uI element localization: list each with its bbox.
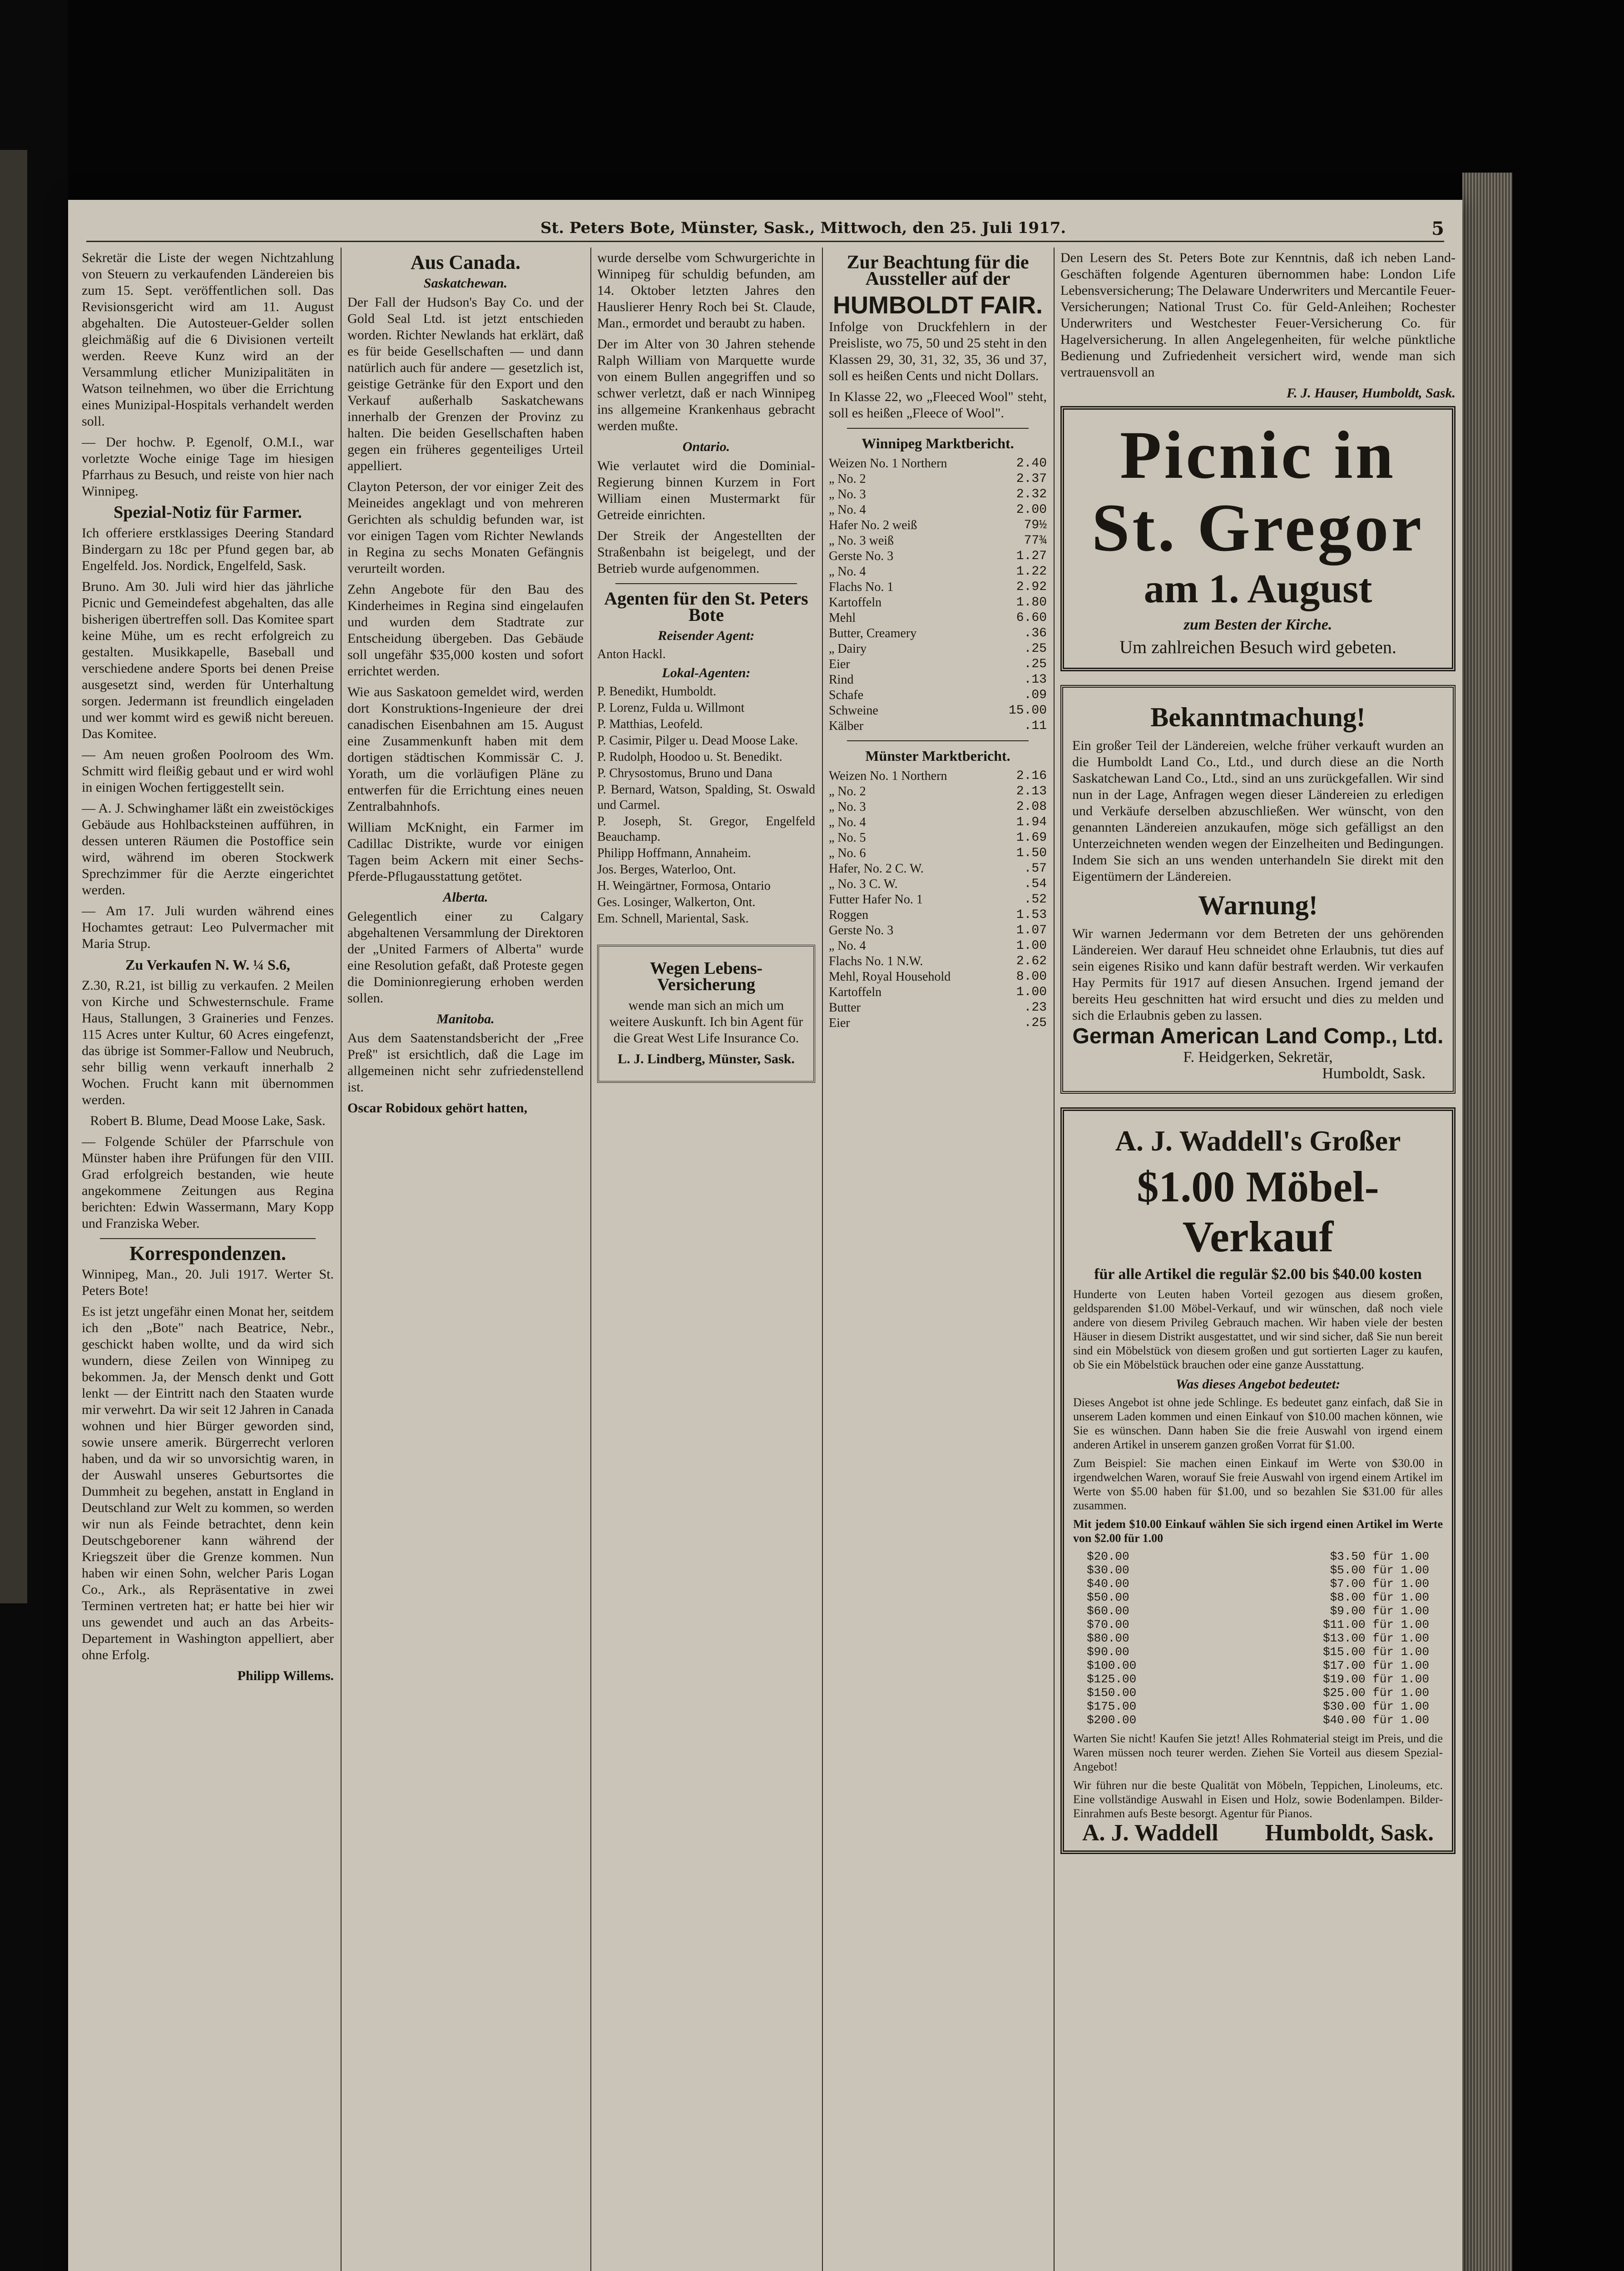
market-table-winnipeg — [829, 456, 1047, 734]
market-price: 2.32 — [1016, 487, 1047, 501]
market-price: 2.13 — [1016, 784, 1047, 798]
bonus-offer: $30.00 für 1.00 — [1322, 1700, 1429, 1713]
insurance-signature: L. J. Lindberg, Münster, Sask. — [618, 1051, 795, 1066]
market-item: „ No. 4 — [829, 503, 866, 517]
market-item: Hafer No. 2 weiß — [829, 518, 917, 532]
market-row — [829, 769, 1047, 784]
market-price: 1.80 — [1016, 595, 1047, 610]
article-text: Z.30, R.21, ist billig zu verkaufen. 2 Meilen von Kirche und Schwesternschule. Frame Haus, Stallungen, 3 Graineries und Fenzes. 115 Acres unter Kultur, 60 Acres eingefenzt, das übrige ist Sommer-Fallow und Neubruch, sehr billig wenn verkauft innerhalb 2 Wochen. Frucht kann mit übernommen werden. — [82, 978, 334, 1107]
insurance-body: wende man sich an mich um weitere Auskunft. Ich bin Agent für die Great West Life Insurance Co. — [609, 998, 803, 1046]
market-price: 1.53 — [1016, 908, 1047, 922]
fair-heading: Zur Beachtung für die Aussteller auf der — [847, 252, 1029, 289]
purchase-amount: $40.00 — [1087, 1577, 1129, 1591]
market-row — [829, 518, 1047, 533]
market-item: Butter — [829, 1001, 861, 1015]
purchase-amount: $60.00 — [1087, 1604, 1129, 1618]
sale-text: Dieses Angebot ist ohne jede Schlinge. Es bedeutet ganz einfach, daß Sie in unserem Laden kommen und einen Einkauf von $10.00 machen können, wie Sie es wünschen. Dann haben Sie die freie Auswahl von irgend einem anderen Artikel in unserem ganzen großen Vorrat für $1.00. — [1073, 1396, 1443, 1451]
insurance-ad — [597, 945, 815, 1083]
market-row — [829, 641, 1047, 657]
article-text: Ich offeriere erstklassiges Deering Standard Bindergarn zu 18c per Pfund gegen bar, ab Engelfeld. Jos. Nordick, Engelfeld, Sask. — [82, 526, 334, 573]
market-price: 2.00 — [1016, 503, 1047, 517]
picnic-purpose: zum Besten der Kirche. — [1183, 616, 1332, 633]
bonus-offer: $15.00 für 1.00 — [1322, 1645, 1429, 1659]
bonus-offer: $40.00 für 1.00 — [1322, 1713, 1429, 1727]
bonus-offer: $9.00 für 1.00 — [1330, 1604, 1429, 1618]
market-item: Schweine — [829, 704, 878, 718]
market-row — [829, 580, 1047, 595]
agent-entry: H. Weingärtner, Formosa, Ontario — [597, 879, 771, 893]
land-notice-ad — [1060, 685, 1456, 1094]
company-name: German American Land Comp., Ltd. — [1072, 1024, 1444, 1048]
agent-entry: P. Joseph, St. Gregor, Engelfeld Beauchamp. — [597, 814, 815, 844]
market-row — [829, 719, 1047, 734]
agent-entry: P. Benedikt, Humboldt. — [597, 684, 717, 699]
market-item: Weizen No. 1 Northern — [829, 769, 947, 783]
subheading: Ontario. — [682, 439, 730, 454]
article-text: — Am 17. Juli wurden während eines Hochamtes getraut: Leo Pulvermacher mit Maria Strup. — [82, 903, 334, 951]
market-row — [829, 1016, 1047, 1031]
market-row — [829, 657, 1047, 672]
masthead-line: St. Peters Bote, Münster, Sask., Mittwoch, den 25. Juli 1917. — [540, 219, 1066, 237]
market-row — [829, 564, 1047, 580]
market-item: Flachs No. 1 N.W. — [829, 954, 923, 968]
bonus-offer: $8.00 für 1.00 — [1330, 1591, 1429, 1604]
sale-text: Warten Sie nicht! Kaufen Sie jetzt! Alles Rohmaterial steigt im Preis, und die Waren müssen noch teurer werden. Ziehen Sie Vorteil aus diesem Spezial-Angebot! — [1073, 1732, 1443, 1773]
market-item: Butter, Creamery — [829, 626, 917, 640]
article-text: Es ist jetzt ungefähr einen Monat her, seitdem ich den „Bote" nach Beatrice, Nebr., geschickt haben wollte, und da wird sich wundern, diese Zeilen von Winnipeg zu bekommen. Ja, der Mensch denkt und Gott lenkt — der Eintritt nach den Staaten wurde mir verwehrt. Da wir seit 12 Jahren in Canada wohnen und hier Bürger geworden sind, sowie unsere amerik. Bürgerrecht verloren haben, und da wir so unvorsichtig waren, in der Auswahl unseres Geburtsortes die Dummheit zu begehen, anstatt in England in Deutschland zur Welt zu kommen, so werden wir nun als Feinde betrachtet, denn kein Deutschgeborener kann während der Kriegszeit über die Grenze kommen. Nun haben wir einen Sohn, welcher Paris Logan Co., Ark., als Repräsentative in zwei Terminen vertreten hat; er hatte bei hier wir uns gewendet und auch an das Arbeits-Departement in Washington appelliert, aber ohne Erfolg. — [82, 1304, 334, 1662]
article-text: Infolge von Druckfehlern in der Preisliste, wo 75, 50 und 25 steht in den Klassen 29, 30, 31, 32, 35, 36 und 37, soll es heißen Cents und nicht Dollars. — [829, 319, 1047, 383]
column-rule — [1054, 248, 1055, 2271]
market-row — [829, 610, 1047, 626]
market-item: Futter Hafer No. 1 — [829, 893, 923, 907]
market-item: Kartoffeln — [829, 985, 882, 999]
agents-label: Lokal-Agenten: — [662, 665, 751, 680]
picnic-invite: Um zahlreichen Besuch wird gebeten. — [1119, 637, 1396, 657]
price-table — [1073, 1550, 1443, 1727]
market-item: „ No. 5 — [829, 831, 866, 845]
price-row — [1073, 1659, 1443, 1672]
price-row — [1073, 1645, 1443, 1659]
price-row — [1073, 1591, 1443, 1604]
article-text: Winnipeg, Man., 20. Juli 1917. Werter St. Peters Bote! — [82, 1267, 334, 1298]
market-item: „ No. 6 — [829, 846, 866, 860]
market-price: 1.50 — [1016, 846, 1047, 860]
divider — [100, 1238, 316, 1239]
market-row — [829, 471, 1047, 487]
market-price: .52 — [1024, 893, 1047, 907]
market-row — [829, 672, 1047, 688]
article-text: Zehn Angebote für den Bau des Kinderheimes in Regina sind eingelaufen und wurden dem Stadtrate zur Entscheidung übergeben. Das Gebäude soll ungefähr $35,000 kosten und sofort errichtet werden. — [347, 582, 584, 679]
bonus-offer: $13.00 für 1.00 — [1322, 1631, 1429, 1645]
market-row — [829, 799, 1047, 815]
market-price: 1.94 — [1016, 815, 1047, 829]
notice-text: Ein großer Teil der Ländereien, welche früher verkauft wurden an die Humboldt Land Co., Ltd., und durch diese an die North Saskatchewan Land Co., Ltd., sind an uns zurückgefallen. Wir sind nun in der Lage, Anfragen wegen dieser Ländereien zu erledigen und Verkäufe derselben abzuschließen. Wer wünscht, von den genannten Ländereien anzukaufen, möge sich gefälligst an den Unterzeichneten wenden wegen der Einzelheiten und Bedingungen. Indem Sie sich an uns wenden unterhandeln Sie direkt mit den Eigentümern der Ländereien. — [1072, 738, 1444, 884]
agent-entry: P. Rudolph, Hoodoo u. St. Benedikt. — [597, 750, 782, 764]
market-item: Mehl — [829, 611, 856, 625]
sale-heading: A. J. Waddell's Großer — [1115, 1125, 1401, 1157]
previous-page-edge — [0, 150, 27, 1603]
agents-heading: Agenten für den St. Peters Bote — [604, 588, 808, 625]
divider — [615, 583, 797, 584]
company-secretary: F. Heidgerken, Sekretär, — [1183, 1049, 1333, 1066]
market-row — [829, 1000, 1047, 1016]
market-price: .54 — [1024, 877, 1047, 891]
market-price: 79½ — [1024, 518, 1047, 532]
market-item: „ Dairy — [829, 642, 867, 656]
notice-text: Den Lesern des St. Peters Bote zur Kenntnis, daß ich neben Land-Geschäften folgende Agenturen übernommen habe: London Life Lebensversicherung; The Delaware Underwriters und Mercantile Feuer-Versicherungen; National Trust Co. für Geld-Anleihen; Rochester Underwriters und Westchester Feuer-Versicherung Co. für Hagelversicherung. In allen Angelegenheiten, für welche pünktliche Bedienung und Zufriedenheit versichert wird, wende man sich vertrauensvoll an — [1060, 250, 1456, 380]
price-row — [1073, 1713, 1443, 1727]
market-price: 1.07 — [1016, 923, 1047, 937]
page-stack-edge — [1462, 173, 1512, 2271]
market-item: Schafe — [829, 688, 864, 702]
column-4 — [829, 250, 1047, 2271]
article-text: William McKnight, ein Farmer im Cadillac Distrikte, wurde vor einigen Tagen beim Ackern mit einer Sechs-Pferde-Pflugausstattung getötet. — [347, 820, 584, 884]
purchase-amount: $90.00 — [1087, 1645, 1129, 1659]
market-price: .25 — [1024, 657, 1047, 671]
article-text: Der Fall der Hudson's Bay Co. und der Gold Seal Ltd. ist jetzt entschieden worden. Richter Newlands hat erklärt, daß es für beide Gesellschaften — und dann natürlich auch für andere — gesetzlich ist, geistige Getränke für den Export und den Verkauf außerhalb Saskatchewans innerhalb der Grenzen der Provinz zu halten. Die beiden Gesellschaften haben gegen ein früheres gegenteiliges Urteil appelliert. — [347, 295, 584, 473]
market-price: .36 — [1024, 626, 1047, 640]
section-heading: Zu Verkaufen N. W. ¼ S.6, — [125, 957, 290, 973]
market-item: Weizen No. 1 Northern — [829, 456, 947, 471]
page-number: 5 — [1431, 218, 1444, 239]
market-item: „ No. 4 — [829, 939, 866, 953]
price-row — [1073, 1700, 1443, 1713]
market-row — [829, 549, 1047, 564]
bonus-offer: $17.00 für 1.00 — [1322, 1659, 1429, 1672]
market-row — [829, 595, 1047, 610]
purchase-amount: $80.00 — [1087, 1631, 1129, 1645]
agent-entry: Em. Schnell, Mariental, Sask. — [597, 912, 749, 926]
picnic-title: Picnic in — [1119, 417, 1396, 493]
agent-entry: Jos. Berges, Waterloo, Ont. — [597, 863, 736, 877]
market-price: 1.22 — [1016, 565, 1047, 579]
market-item: „ No. 2 — [829, 784, 866, 798]
agents-list — [597, 684, 815, 927]
agent-entry: P. Chrysostomus, Bruno und Dana — [597, 766, 772, 780]
market-price: .13 — [1024, 673, 1047, 687]
market-price: 2.62 — [1016, 954, 1047, 968]
market-price: 1.69 — [1016, 831, 1047, 845]
signature: Robert B. Blume, Dead Moose Lake, Sask. — [90, 1113, 326, 1128]
market-price: .25 — [1024, 1016, 1047, 1030]
article-text: Wie verlautet wird die Dominial-Regierung binnen Kurzem in Fort William einen Mustermarkt für Getreide einrichten. — [597, 458, 815, 522]
market-item: Flachs No. 1 — [829, 580, 894, 594]
purchase-amount: $150.00 — [1087, 1686, 1137, 1700]
market-row — [829, 533, 1047, 549]
article-text: — Folgende Schüler der Pfarrschule von Münster haben ihre Prüfungen für den VIII. Grad erfolgreich bestanden, wie heute angekommene Zeitungen aus Regina berichten: Edwin Wassermann, Mary Kopp und Franziska Weber. — [82, 1134, 334, 1231]
company-place: Humboldt, Sask. — [1322, 1065, 1426, 1082]
price-row — [1073, 1550, 1443, 1563]
market-item: Kartoffeln — [829, 595, 882, 610]
article-text: — A. J. Schwinghamer läßt ein zweistöckiges Gebäude aus Hohlbacksteinen aufführen, in dessen unteren Räumen die Postoffice sein wird, während im oberen Stockwerk Sprechzimmer für die Aerzte eingerichtet werden. — [82, 801, 334, 897]
market-price: 2.92 — [1016, 580, 1047, 594]
sale-text: Hunderte von Leuten haben Vorteil gezogen aus diesem großen, geldsparenden $1.00 Möbel-Verkauf, und wir wünschen, daß noch viele andere von diesem Privileg Gebrauch machen. Wir haben viele der besten Häuser in diesem Distrikt ausgestattet, und wir sind sicher, daß Sie nun bereit sind ein Möbelstück von diesem großen und gut sortierten Lager zu kaufen, ob Sie ein Möbelstück brauchen oder eine ganze Ausstattung. — [1073, 1288, 1443, 1371]
agent-entry: P. Lorenz, Fulda u. Willmont — [597, 701, 745, 715]
market-item: Gerste No. 3 — [829, 549, 894, 563]
market-item: Gerste No. 3 — [829, 923, 894, 937]
market-item: Rind — [829, 673, 854, 687]
column-rule — [590, 248, 591, 2271]
market-price: .25 — [1024, 642, 1047, 656]
market-row — [829, 784, 1047, 799]
market-row — [829, 703, 1047, 719]
sale-signature — [1073, 1820, 1443, 1846]
market-price: 2.16 — [1016, 769, 1047, 783]
column-2 — [347, 250, 584, 2271]
market-item: „ No. 3 C. W. — [829, 877, 898, 891]
market-row — [829, 502, 1047, 518]
article-text: Oscar Robidoux gehört hatten, — [347, 1101, 528, 1116]
column-5 — [1060, 250, 1456, 2271]
column-rule — [822, 248, 823, 2271]
market-item: Hafer, No. 2 C. W. — [829, 862, 924, 876]
sale-subtitle: für alle Artikel die regulär $2.00 bis $40.00 kosten — [1094, 1266, 1422, 1283]
market-price: .11 — [1024, 719, 1047, 733]
column-3 — [597, 250, 815, 2271]
market-price: 1.00 — [1016, 985, 1047, 999]
purchase-amount: $70.00 — [1087, 1618, 1129, 1631]
column-rule — [341, 248, 342, 2271]
price-row — [1073, 1631, 1443, 1645]
purchase-amount: $175.00 — [1087, 1700, 1137, 1713]
article-text: Sekretär die Liste der wegen Nichtzahlung von Steuern zu verkaufenden Ländereien bis zum 15. Sept. veröffentlichen soll. Das Revisionsgericht wird am 11. August abgehalten. Die Autosteuer-Gelder sollen gleichmäßig auf die 6 Divisionen verteilt werden. Reeve Kunz wird an der Versammlung etlicher Munizipalitäten in Watson teilnehmen, wo über die Errichtung eines Munizipal-Hospitals verhandelt werden soll. — [82, 250, 334, 429]
market-price: .09 — [1024, 688, 1047, 702]
notice-signature: F. J. Hauser, Humboldt, Sask. — [1286, 386, 1456, 401]
bonus-offer: $25.00 für 1.00 — [1322, 1686, 1429, 1700]
agent-entry: Ges. Losinger, Walkerton, Ont. — [597, 895, 756, 909]
sale-signature-name: A. J. Waddell — [1082, 1820, 1218, 1846]
market-price: .57 — [1024, 862, 1047, 876]
market-heading: Winnipeg Marktbericht. — [862, 435, 1014, 451]
bonus-offer: $5.00 für 1.00 — [1330, 1563, 1429, 1577]
subheading: Saskatchewan. — [423, 276, 508, 291]
market-row — [829, 846, 1047, 861]
market-row — [829, 487, 1047, 502]
picnic-ad — [1060, 406, 1456, 671]
market-item: „ No. 4 — [829, 815, 866, 829]
subheading: Manitoba. — [436, 1012, 495, 1026]
article-text: wurde derselbe vom Schwurgerichte in Winnipeg für schuldig befunden, am 14. Oktober letzten Jahres den Hauslierer Henry Roch bei St. Claude, Man., ermordet und beraubt zu haben. — [597, 250, 815, 331]
sale-title: $1.00 Möbel-Verkauf — [1137, 1162, 1379, 1261]
price-row — [1073, 1672, 1443, 1686]
agents-label: Reisender Agent: — [658, 628, 755, 643]
agent-entry: Anton Hackl. — [597, 647, 666, 661]
market-price: 2.37 — [1016, 472, 1047, 486]
market-row — [829, 861, 1047, 877]
article-text: — Der hochw. P. Egenolf, O.M.I., war vorletzte Woche einige Tage im hiesigen Pfarrhaus zu Besuch, und reiste von hier nach Winnipeg. — [82, 435, 334, 499]
purchase-amount: $30.00 — [1087, 1563, 1129, 1577]
sale-text: Wir führen nur die beste Qualität von Möbeln, Teppichen, Linoleums, etc. Eine vollständige Auswahl in Eisen und Holz, sowie Bodenlampen. Bilder-Einrahmen aufs Beste besorgt. Agentur für Pianos. — [1073, 1779, 1443, 1820]
sale-text: Zum Beispiel: Sie machen einen Einkauf im Werte von $30.00 in irgendwelchen Waren, worauf Sie freie Auswahl von irgend einem Artikel im Werte von $5.00 haben für $1.00, und so bezahlen Sie $31.00 für alles zusammen. — [1073, 1457, 1443, 1512]
market-row — [829, 923, 1047, 938]
furniture-sale-ad — [1060, 1107, 1456, 1854]
market-row — [829, 830, 1047, 846]
purchase-amount: $100.00 — [1087, 1659, 1137, 1672]
market-heading: Münster Marktbericht. — [865, 748, 1010, 764]
article-text: Aus dem Saatenstandsbericht der „Free Preß" ist ersichtlich, daß die Lage im allgemeinen nicht sehr zufriedenstellend ist. — [347, 1031, 584, 1095]
market-price: 2.08 — [1016, 800, 1047, 814]
column-1 — [82, 250, 334, 2271]
market-price: 1.00 — [1016, 939, 1047, 953]
bonus-offer: $19.00 für 1.00 — [1322, 1672, 1429, 1686]
picnic-place: St. Gregor — [1091, 490, 1425, 565]
signature: Philipp Willems. — [237, 1668, 334, 1683]
article-text: — Am neuen großen Poolroom des Wm. Schmitt wird fleißig gebaut und er wird wohl in einigen Wochen fertiggestellt sein. — [82, 747, 334, 795]
picnic-date: am 1. August — [1144, 566, 1372, 611]
sale-table-intro: Mit jedem $10.00 Einkauf wählen Sie sich irgend einen Artikel im Werte von $2.00 für 1.00 — [1073, 1517, 1443, 1545]
market-item: „ No. 4 — [829, 565, 866, 579]
market-row — [829, 907, 1047, 923]
market-price: 77¾ — [1024, 534, 1047, 548]
market-row — [829, 954, 1047, 969]
price-row — [1073, 1577, 1443, 1591]
article-text: Der Streik der Angestellten der Straßenbahn ist beigelegt, und der Betrieb wurde aufgenommen. — [597, 528, 815, 576]
market-item: „ No. 3 weiß — [829, 534, 894, 548]
price-row — [1073, 1604, 1443, 1618]
agent-entry: P. Bernard, Watson, Spalding, St. Oswald und Carmel. — [597, 783, 815, 812]
market-item: „ No. 2 — [829, 472, 866, 486]
market-price: 6.60 — [1016, 611, 1047, 625]
agent-entry: P. Casimir, Pilger u. Dead Moose Lake. — [597, 734, 798, 748]
market-price: .23 — [1024, 1001, 1047, 1015]
market-row — [829, 985, 1047, 1000]
subheading: Alberta. — [443, 890, 488, 905]
market-row — [829, 969, 1047, 985]
price-row — [1073, 1563, 1443, 1577]
market-price: 15.00 — [1008, 704, 1047, 718]
market-item: Eier — [829, 1016, 850, 1030]
article-text: Wie aus Saskatoon gemeldet wird, werden dort Konstruktions-Ingenieure der drei canadischen Eisenbahnen am 15. August eine Zusammenkunft haben mit dem dortigen städtischen Kommissär C. J. Yorath, um die vorläufigen Pläne zu entwerfen für die Errichtung eines neuen Zentralbahnhofs. — [347, 684, 584, 814]
market-row — [829, 456, 1047, 471]
price-row — [1073, 1686, 1443, 1700]
market-table-muenster — [829, 769, 1047, 1031]
newspaper-page — [68, 200, 1462, 2271]
article-text: Bruno. Am 30. Juli wird hier das jährliche Picnic und Gemeindefest abgehalten, das alle bisherigen übertreffen soll. Das Komitee spart keine Mühe, um es recht erfolgreich zu gestalten. Musikkapelle, Baseball und verschiedene andere Sports bei denen Preise ausgesetzt sind, werden für Unterhaltung sorgen. Jedermann ist freundlich eingeladen und wer kommt wird es gewiß nicht bereuen. Das Komitee. — [82, 579, 334, 741]
article-text: Clayton Peterson, der vor einiger Zeit des Meineides angeklagt und von mehreren Gerichten als schuldig befunden war, ist vor einigen Tagen vom Richter Newlands in Regina zu sechs Monaten Gefängnis verurteilt worden. — [347, 479, 584, 576]
price-row — [1073, 1618, 1443, 1631]
sale-offer-label: Was dieses Angebot bedeutet: — [1175, 1377, 1341, 1392]
insurance-heading: Wegen Lebens-Versicherung — [649, 959, 763, 994]
market-price: 1.27 — [1016, 549, 1047, 563]
section-heading: Spezial-Notiz für Farmer. — [114, 503, 302, 522]
market-row — [829, 892, 1047, 907]
market-item: Mehl, Royal Household — [829, 970, 951, 984]
sale-signature-place: Humboldt, Sask. — [1265, 1820, 1434, 1846]
market-price: 8.00 — [1016, 970, 1047, 984]
market-item: Eier — [829, 657, 850, 671]
agent-entry: P. Matthias, Leofeld. — [597, 717, 703, 731]
market-row — [829, 877, 1047, 892]
divider — [847, 428, 1029, 429]
bonus-offer: $3.50 für 1.00 — [1330, 1550, 1429, 1563]
purchase-amount: $200.00 — [1087, 1713, 1137, 1727]
purchase-amount: $20.00 — [1087, 1550, 1129, 1563]
section-heading: Korrespondenzen. — [129, 1242, 287, 1264]
section-heading: Aus Canada. — [410, 251, 521, 273]
fair-title: HUMBOLDT FAIR. — [833, 292, 1043, 319]
page-header — [86, 218, 1444, 242]
market-row — [829, 938, 1047, 954]
article-text: Gelegentlich einer zu Calgary abgehaltenen Versammlung der Direktoren der „United Farmers of Alberta" wurde eine Resolution gefaßt, daß Proteste gegen die Dominionregierung erhoben werden sollen. — [347, 909, 584, 1006]
market-item: „ No. 3 — [829, 800, 866, 814]
agent-entry: Philipp Hoffmann, Annaheim. — [597, 846, 751, 860]
market-price: 2.40 — [1016, 456, 1047, 471]
purchase-amount: $50.00 — [1087, 1591, 1129, 1604]
warning-heading: Warnung! — [1198, 890, 1318, 920]
warning-text: Wir warnen Jedermann vor dem Betreten der uns gehörenden Ländereien. Wer darauf Heu schneidet ohne Erlaubnis, tut dies auf sein eigenes Risiko und kann dafür bestraft werden. Wir verkaufen Hay Permits für 1917 auf diesen Ansuchen. Irgend jemand der bereits Heu geschnitten hat wird ersucht und dies zu melden und sich die Erlaubnis geben zu lassen. — [1072, 926, 1444, 1023]
notice-heading: Bekanntmachung! — [1150, 702, 1366, 732]
market-item: Roggen — [829, 908, 869, 922]
article-text: Der im Alter von 30 Jahren stehende Ralph William von Marquette wurde von einem Bullen angegriffen und so schwer verletzt, daß er nach Winnipeg ins allgemeine Krankenhaus gebracht werden mußte. — [597, 337, 815, 433]
market-row — [829, 815, 1047, 830]
market-item: „ No. 3 — [829, 487, 866, 501]
purchase-amount: $125.00 — [1087, 1672, 1137, 1686]
market-row — [829, 626, 1047, 641]
article-text: In Klasse 22, wo „Fleeced Wool" steht, soll es heißen „Fleece of Wool". — [829, 389, 1047, 421]
market-item: Kälber — [829, 719, 864, 733]
bonus-offer: $11.00 für 1.00 — [1322, 1618, 1429, 1631]
divider — [847, 740, 1029, 741]
market-row — [829, 688, 1047, 703]
bonus-offer: $7.00 für 1.00 — [1330, 1577, 1429, 1591]
